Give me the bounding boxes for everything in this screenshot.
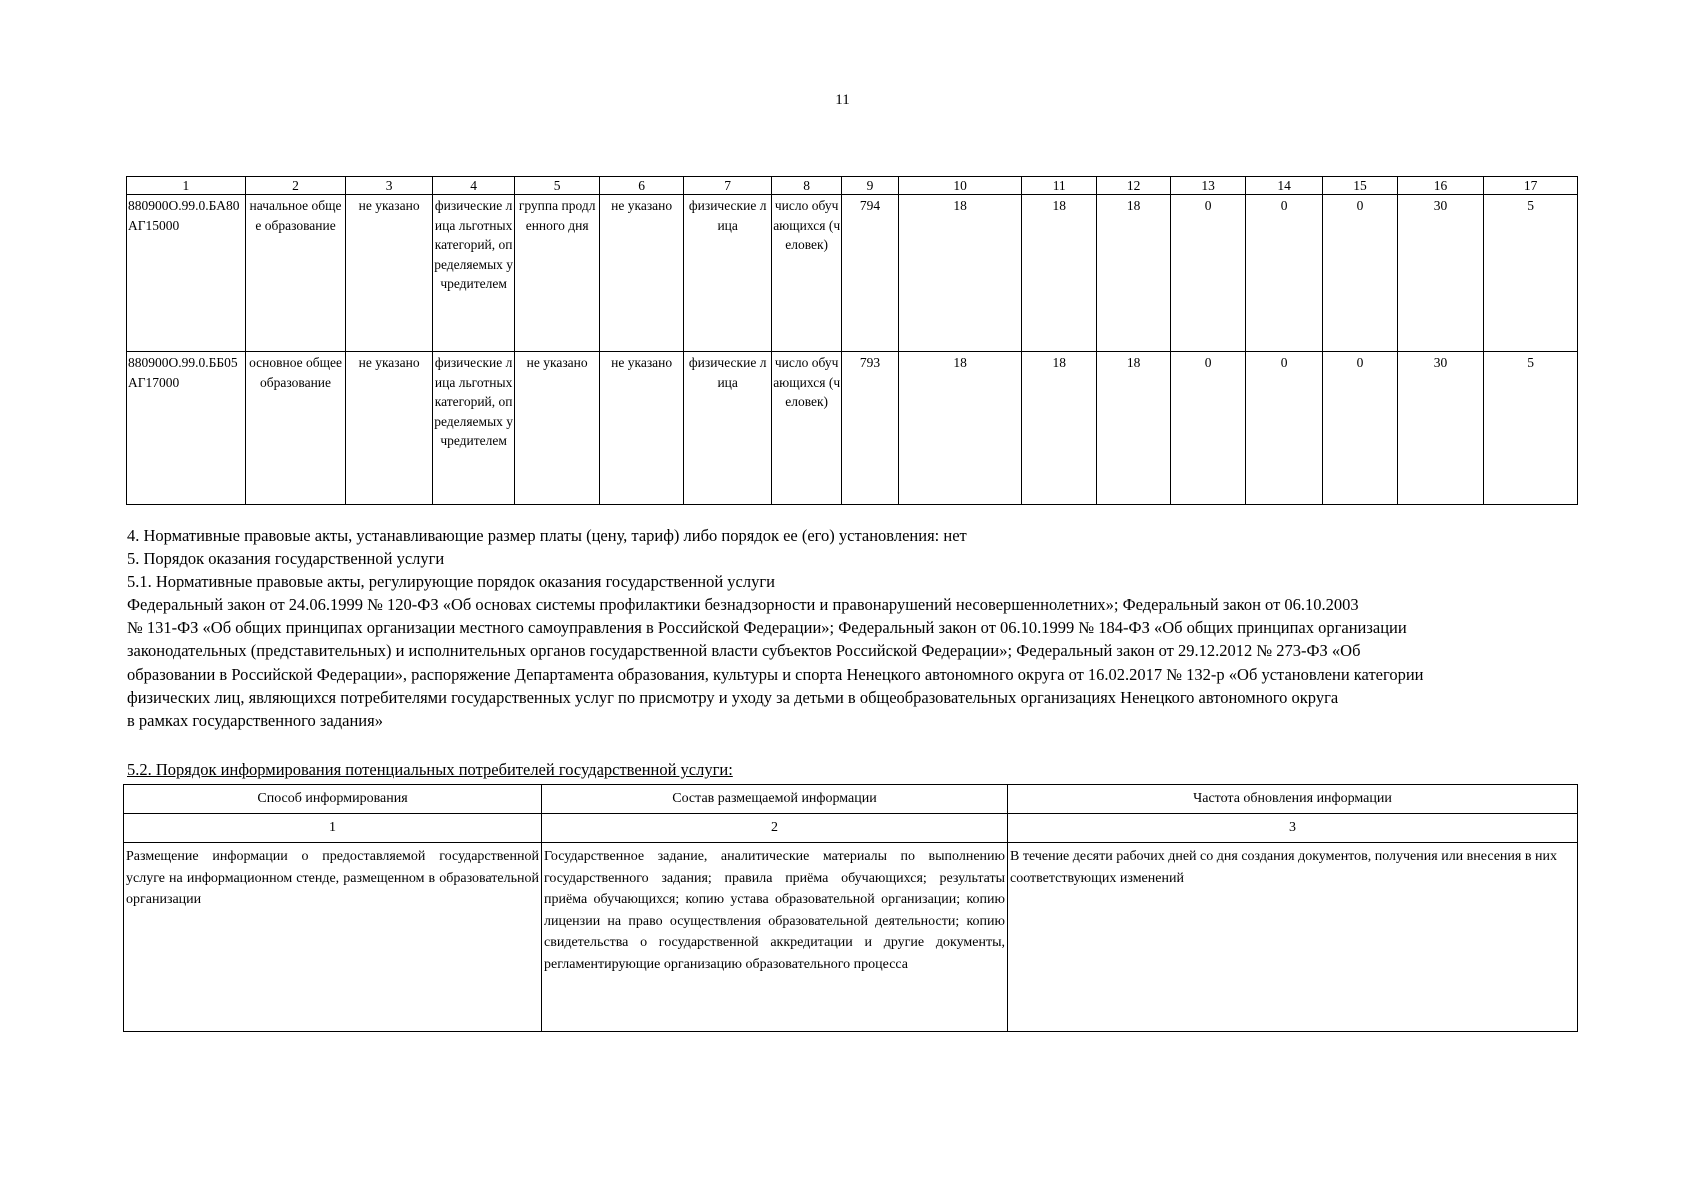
column-number: 17 (1484, 177, 1578, 195)
table-cell: 793 (842, 352, 898, 505)
table-cell: не указано (599, 352, 684, 505)
table-cell: не указано (346, 352, 433, 505)
column-header: Способ информирования (124, 785, 542, 814)
table-cell: начальное общее образование (245, 195, 346, 352)
table-cell: 30 (1397, 195, 1484, 352)
column-number: 6 (599, 177, 684, 195)
column-number: 16 (1397, 177, 1484, 195)
column-number: 4 (432, 177, 515, 195)
column-number: 14 (1245, 177, 1322, 195)
table-cell: 0 (1323, 352, 1397, 505)
informing-procedure-table (123, 784, 1578, 1032)
column-number: 12 (1096, 177, 1170, 195)
legal-acts-line: образовании в Российской Федерации», распоряжение Департамента образования, культуры и спорта Ненецкого автономного округа от 16.02.2017 № 132-р «Об установлени категории (127, 664, 1424, 684)
table-cell: группа продленного дня (515, 195, 600, 352)
column-number-row (124, 814, 1578, 843)
table-cell: 18 (898, 352, 1022, 505)
table-cell: число обучающихся (человек) (771, 195, 841, 352)
table-cell: не указано (346, 195, 433, 352)
column-number: 3 (1008, 814, 1578, 843)
column-number: 2 (542, 814, 1008, 843)
legal-acts-line: законодательных (представительных) и исполнительных органов государственной власти субъектов Российской Федерации»; Федеральный закон от 29.12.2012 № 273-ФЗ «Об (127, 641, 1361, 661)
legal-acts-line: в рамках государственного задания» (127, 711, 383, 731)
table-cell: число обучающихся (человек) (771, 352, 841, 505)
legal-acts-paragraph (127, 593, 1579, 732)
table-cell: физические лица (684, 352, 772, 505)
table-cell: 794 (842, 195, 898, 352)
information-content: Государственное задание, аналитические материалы по выполнению государственного задания; правила приёма обучающихся; результаты приёма обучающихся; копию устава образовательной организации; копию лицензии на право осуществления образовательной деятельности; копию свидетельства о государственной аккредитации и другие документы, регламентирующие организацию образовательного процесса (542, 843, 1008, 1032)
column-number: 1 (127, 177, 246, 195)
registry-code: 880900О.99.0.БА80АГ15000 (127, 195, 246, 352)
table-row (124, 843, 1578, 1032)
update-frequency: В течение десяти рабочих дней со дня создания документов, получения или внесения в них соответствующих изменений (1008, 843, 1578, 1032)
service-volume-table (126, 176, 1578, 505)
table-cell: 0 (1171, 352, 1245, 505)
table-cell: 5 (1484, 352, 1578, 505)
table-cell: основное общее образование (245, 352, 346, 505)
column-number: 13 (1171, 177, 1245, 195)
column-header: Состав размещаемой информации (542, 785, 1008, 814)
column-number: 7 (684, 177, 772, 195)
column-number: 3 (346, 177, 433, 195)
table-cell: 18 (898, 195, 1022, 352)
column-number-row (127, 177, 1578, 195)
table-cell: не указано (599, 195, 684, 352)
column-number: 10 (898, 177, 1022, 195)
column-number: 1 (124, 814, 542, 843)
legal-acts-line: Федеральный закон от 24.06.1999 № 120-ФЗ «Об основах системы профилактики безнадзорности и правонарушений несовершеннолетних»; Федеральный закон от 06.10.2003 (127, 595, 1359, 614)
section-5-1-heading: 5.1. Нормативные правовые акты, регулирующие порядок оказания государственной услуги (127, 572, 775, 591)
table-cell: 18 (1022, 195, 1096, 352)
table-cell: 18 (1022, 352, 1096, 505)
table-cell: 18 (1096, 195, 1170, 352)
table-cell: 18 (1096, 352, 1170, 505)
column-number: 9 (842, 177, 898, 195)
legal-acts-line: № 131-ФЗ «Об общих принципах организации местного самоуправления в Российской Федерации»; Федеральный закон от 06.10.1999 № 184-ФЗ «Об общих принципах организации (127, 618, 1407, 638)
page-number: 11 (835, 92, 850, 108)
table-cell: 30 (1397, 352, 1484, 505)
table-cell: 5 (1484, 195, 1578, 352)
column-number: 8 (771, 177, 841, 195)
section-5-heading: 5. Порядок оказания государственной услуги (127, 549, 445, 568)
header-row (124, 785, 1578, 814)
section-4-text: 4. Нормативные правовые акты, устанавливающие размер платы (цену, тариф) либо порядок ее (его) установления: нет (127, 526, 967, 545)
table-cell: физические лица (684, 195, 772, 352)
table-row (127, 195, 1578, 352)
table-row (127, 352, 1578, 505)
column-number: 15 (1323, 177, 1397, 195)
column-number: 5 (515, 177, 600, 195)
table-cell: физические лица льготных категорий, определяемых учредителем (432, 195, 515, 352)
table-cell: не указано (515, 352, 600, 505)
table-cell: 0 (1323, 195, 1397, 352)
column-number: 11 (1022, 177, 1096, 195)
table-cell: 0 (1245, 195, 1322, 352)
table-cell: 0 (1171, 195, 1245, 352)
registry-code: 880900О.99.0.ББ05АГ17000 (127, 352, 246, 505)
legal-acts-line: физических лиц, являющихся потребителями государственных услуг по присмотру и уходу за детьми в общеобразовательных организациях Ненецкого автономного округа (127, 687, 1339, 707)
column-number: 2 (245, 177, 346, 195)
section-5-2-heading: 5.2. Порядок информирования потенциальных потребителей государственной услуги: (127, 760, 733, 779)
table-cell: физические лица льготных категорий, определяемых учредителем (432, 352, 515, 505)
table-cell: 0 (1245, 352, 1322, 505)
column-header: Частота обновления информации (1008, 785, 1578, 814)
informing-method: Размещение информации о предоставляемой государственной услуге на информационном стенде, размещенном в образовательной организации (124, 843, 542, 1032)
